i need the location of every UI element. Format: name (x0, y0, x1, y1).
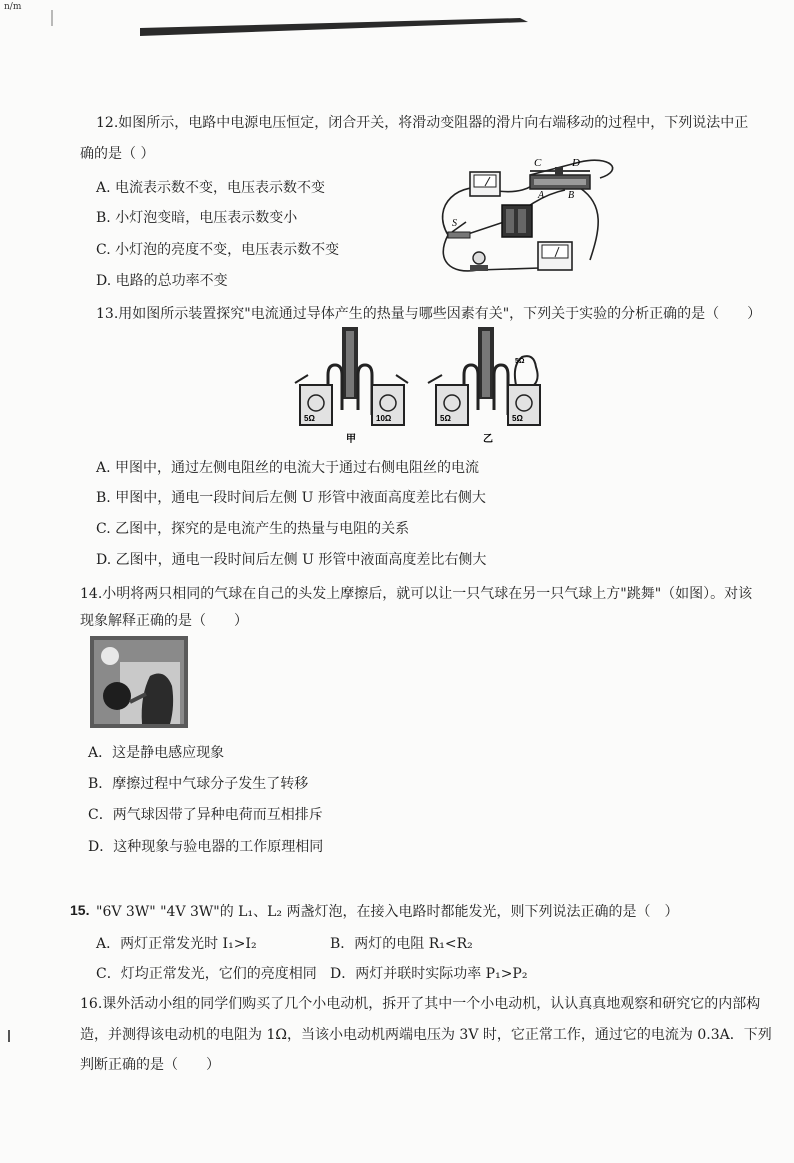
rheostat-icon (530, 167, 590, 189)
svg-text:5Ω: 5Ω (515, 358, 525, 365)
q12-option-b[interactable]: B. 小灯泡变暗，电压表示数变小 (96, 210, 298, 226)
corner-mark: n/m (4, 2, 22, 12)
label-d: D (572, 157, 580, 169)
label-s: S (452, 218, 457, 229)
q13-stem: 13.用如图所示装置探究"电流通过导体产生的热量与哪些因素有关"，下列关于实验的分析正确的是（ ） (96, 306, 762, 322)
voltmeter-icon (538, 242, 572, 270)
svg-text:5Ω: 5Ω (440, 414, 451, 423)
q13-option-d[interactable]: D. 乙图中，通电一段时间后左侧 U 形管中液面高度差比右侧大 (96, 552, 487, 568)
q14-stem-line1: 14.小明将两只相同的气球在自己的头发上摩擦后，就可以让一只气球在另一只气球上方"跳舞"（如图）。对该 (80, 586, 753, 602)
q13-experiment-figure (290, 325, 550, 445)
q16-stem-line1: 16.课外活动小组的同学们购买了几个小电动机，拆开了其中一个小电动机，认认真真地观察和研究它的内部构 (80, 996, 761, 1012)
label-b: B (568, 190, 575, 201)
q15-stem: "6V 3W" "4V 3W"的 L₁、L₂ 两盏灯泡，在接入电路时都能发光，则下列说法正确的是（ ） (96, 904, 679, 920)
label-c: C (534, 157, 542, 169)
q14-option-b[interactable]: B．摩擦过程中气球分子发生了转移 (88, 776, 309, 792)
margin-mark (8, 1030, 10, 1042)
q14-stem-line2: 现象解释正确的是（ ） (80, 613, 248, 629)
q15-option-d[interactable]: D．两灯并联时实际功率 P₁>P₂ (330, 966, 528, 982)
q12-option-d[interactable]: D. 电路的总功率不变 (96, 273, 228, 289)
q12-circuit-diagram (430, 150, 630, 285)
caption-yi: 乙 (483, 434, 493, 445)
q13-option-b[interactable]: B. 甲图中，通电一段时间后左侧 U 形管中液面高度差比右侧大 (96, 490, 486, 506)
label-a: A (538, 190, 545, 201)
svg-text:5Ω: 5Ω (512, 414, 523, 423)
q12-option-a[interactable]: A. 电流表示数不变，电压表示数不变 (96, 180, 326, 196)
battery-icon (502, 205, 532, 237)
setup-yi (428, 327, 540, 425)
q15-option-b[interactable]: B．两灯的电阻 R₁<R₂ (330, 936, 473, 952)
q15-number: 15. (70, 902, 90, 918)
q14-option-d[interactable]: D．这种现象与验电器的工作原理相同 (88, 839, 324, 855)
q15-option-c[interactable]: C．灯均正常发光，它们的亮度相同 (96, 966, 317, 982)
svg-text:5Ω: 5Ω (304, 414, 315, 423)
setup-jia (295, 327, 408, 425)
q13-option-c[interactable]: C. 乙图中，探究的是电流产生的热量与电阻的关系 (96, 521, 410, 537)
q12-option-c[interactable]: C. 小灯泡的亮度不变，电压表示数不变 (96, 242, 340, 258)
svg-text:10Ω: 10Ω (376, 414, 392, 423)
q16-stem-line2: 造，并测得该电动机的电阻为 1Ω，当该小电动机两端电压为 3V 时，它正常工作，通过它的电流为 0.3A．下列 (80, 1027, 772, 1043)
bulb-icon (470, 252, 488, 271)
ammeter-icon (470, 172, 500, 196)
q14-balloon-photo (90, 636, 188, 728)
q12-stem-line1: 12.如图所示，电路中电源电压恒定，闭合开关，将滑动变阻器的滑片向右端移动的过程中，下列说法中正 (96, 115, 749, 131)
q14-option-c[interactable]: C．两气球因带了异种电荷而互相排斥 (88, 807, 323, 823)
q13-option-a[interactable]: A. 甲图中，通过左侧电阻丝的电流大于通过右侧电阻丝的电流 (96, 460, 480, 476)
q15-option-a[interactable]: A．两灯正常发光时 I₁>I₂ (96, 936, 257, 952)
top-scan-bar (0, 0, 794, 50)
q14-option-a[interactable]: A．这是静电感应现象 (88, 745, 225, 761)
q16-stem-line3: 判断正确的是（ ） (80, 1057, 220, 1073)
caption-jia: 甲 (346, 434, 356, 445)
q12-stem-line2: 确的是（ ） (80, 146, 155, 162)
